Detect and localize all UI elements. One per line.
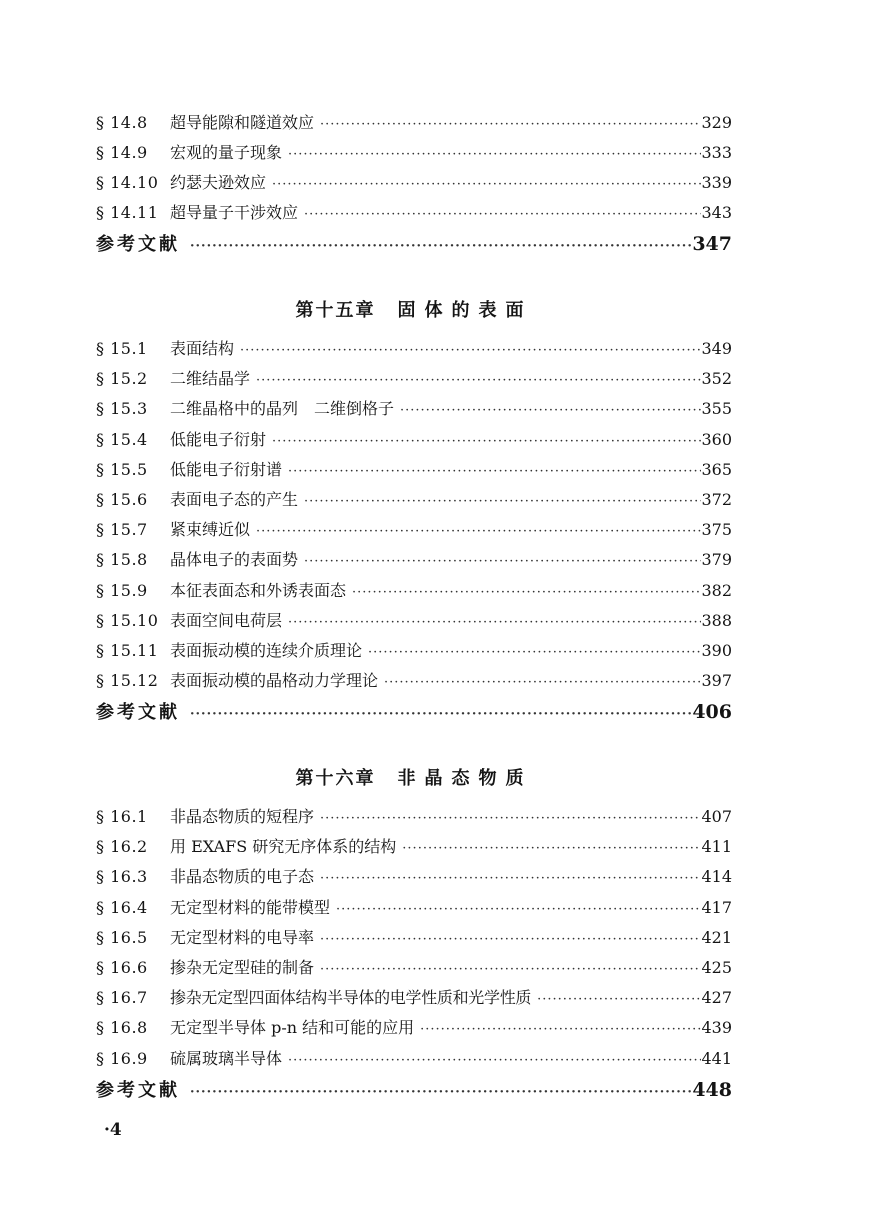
section-number: § 16.7 <box>96 988 148 1008</box>
toc-entry <box>96 668 732 698</box>
toc-entry <box>96 864 732 894</box>
references-entry <box>96 698 732 730</box>
toc-entry <box>96 1015 732 1045</box>
page-number: 448 <box>692 1078 732 1101</box>
page-number: 439 <box>701 1018 732 1038</box>
chapter-number: 第十五章 <box>295 300 376 321</box>
toc-entry <box>96 608 732 638</box>
page-number: 417 <box>701 897 732 917</box>
section-title: 二维结晶学 <box>170 369 251 389</box>
section-number: § 15.3 <box>96 399 148 419</box>
section-number: § 16.9 <box>96 1048 148 1068</box>
dot-leader <box>288 464 701 479</box>
dot-leader <box>272 434 701 449</box>
page-number: 407 <box>701 807 732 826</box>
section-title: 表面电子态的产生 <box>170 489 299 509</box>
section-title: 无定型半导体 p-n 结和可能的应用 <box>170 1018 415 1038</box>
section-number: § 16.6 <box>96 957 148 977</box>
section-title: 晶体电子的表面势 <box>170 550 299 570</box>
dot-leader <box>304 494 701 509</box>
dot-leader <box>384 675 701 690</box>
section-title: 低能电子衍射 <box>170 429 267 449</box>
section-number: § 16.3 <box>96 867 148 887</box>
dot-leader <box>402 841 701 856</box>
section-title: 表面振动模的晶格动力学理论 <box>170 671 379 691</box>
dot-leader <box>288 147 701 162</box>
section-title: 掺杂无定型四面体结构半导体的电学性质和光学性质 <box>170 988 532 1008</box>
page-number: 441 <box>701 1048 732 1068</box>
page-number: 365 <box>701 459 732 479</box>
dot-leader <box>190 1085 692 1100</box>
section-number: § 15.5 <box>96 459 148 479</box>
page-number: 343 <box>701 203 732 222</box>
chapter-heading <box>96 764 732 790</box>
dot-leader <box>240 343 701 358</box>
section-title: 用 EXAFS 研究无序体系的结构 <box>170 837 397 857</box>
dot-leader <box>256 373 701 388</box>
toc-entry <box>96 487 732 517</box>
section-title: 非晶态物质的短程序 <box>170 807 315 826</box>
chapter15-list <box>96 336 732 730</box>
dot-leader <box>288 615 701 630</box>
toc-entry <box>96 895 732 925</box>
section-number: § 16.5 <box>96 927 148 947</box>
references-label: 参考文献 <box>96 702 180 724</box>
page-number: 347 <box>692 233 732 255</box>
page-number: 390 <box>701 640 732 660</box>
section-number: § 14.11 <box>96 203 159 222</box>
chapter16-list <box>96 804 732 1108</box>
page-number: 414 <box>701 867 732 887</box>
chapter-title: 固体的表面 <box>397 300 533 321</box>
page-number: 382 <box>701 580 732 600</box>
section-title: 表面振动模的连续介质理论 <box>170 640 363 660</box>
section-number: § 15.8 <box>96 550 148 570</box>
dot-leader <box>400 403 701 418</box>
chapter-heading <box>96 296 732 322</box>
toc-entry <box>96 427 732 457</box>
section-number: § 15.4 <box>96 429 148 449</box>
section-title: 宏观的量子现象 <box>170 143 283 162</box>
page-number: 425 <box>701 957 732 977</box>
section-title: 表面空间电荷层 <box>170 610 283 630</box>
page-number: 406 <box>692 701 732 724</box>
page-number: 372 <box>701 489 732 509</box>
section-number: § 16.4 <box>96 897 148 917</box>
dot-leader <box>320 811 701 826</box>
page-number: 388 <box>701 610 732 630</box>
page-number: 379 <box>701 550 732 570</box>
dot-leader <box>288 1053 701 1068</box>
references-label: 参考文献 <box>96 234 180 255</box>
section-number: § 15.6 <box>96 489 148 509</box>
section-number: § 15.7 <box>96 520 148 540</box>
page-number: 411 <box>701 837 732 857</box>
toc-entry <box>96 834 732 864</box>
toc-entry <box>96 925 732 955</box>
toc-entry <box>96 457 732 487</box>
page-number: 355 <box>701 399 732 419</box>
toc-entry <box>96 547 732 577</box>
section-number: § 14.9 <box>96 143 148 162</box>
page-number: 360 <box>701 429 732 449</box>
section-number: § 15.2 <box>96 369 148 389</box>
dot-leader <box>256 524 701 539</box>
page-number: 397 <box>701 671 732 691</box>
dot-leader <box>320 962 701 977</box>
chapter-number: 第十六章 <box>295 768 376 789</box>
section-title: 低能电子衍射谱 <box>170 459 283 479</box>
section-title: 硫属玻璃半导体 <box>170 1048 283 1068</box>
page-number: 349 <box>701 339 732 358</box>
section-title: 无定型材料的能带模型 <box>170 897 331 917</box>
toc-entry <box>96 170 732 200</box>
section-number: § 14.10 <box>96 173 159 192</box>
section-title: 二维晶格中的晶列 二维倒格子 <box>170 399 395 419</box>
toc-entry <box>96 366 732 396</box>
section-number: § 16.8 <box>96 1018 148 1038</box>
dot-leader <box>537 992 701 1007</box>
section-title: 掺杂无定型硅的制备 <box>170 957 315 977</box>
toc-entry <box>96 578 732 608</box>
section-title: 紧束缚近似 <box>170 520 251 540</box>
toc-entry <box>96 985 732 1015</box>
section-number: § 16.1 <box>96 807 148 826</box>
dot-leader <box>320 871 701 886</box>
section-title: 非晶态物质的电子态 <box>170 867 315 887</box>
toc-entry <box>96 336 732 366</box>
dot-leader <box>320 117 701 132</box>
section-number: § 15.11 <box>96 640 159 660</box>
page-number: 352 <box>701 369 732 389</box>
page-number: 375 <box>701 520 732 540</box>
toc-entry <box>96 517 732 547</box>
section-number: § 15.1 <box>96 339 148 358</box>
section-title: 超导能隙和隧道效应 <box>170 113 315 132</box>
toc-entry <box>96 1046 732 1076</box>
section-title: 超导量子干涉效应 <box>170 203 299 222</box>
dot-leader <box>420 1022 701 1037</box>
section-title: 约瑟夫逊效应 <box>170 173 267 192</box>
dot-leader <box>272 177 701 192</box>
dot-leader <box>190 707 692 722</box>
toc-entry <box>96 200 732 230</box>
section-number: § 16.2 <box>96 837 148 857</box>
page-folio: ·4 <box>104 1120 122 1140</box>
chapter14-list <box>96 110 732 262</box>
toc-entry <box>96 804 732 834</box>
toc-entry <box>96 140 732 170</box>
page-number: 427 <box>701 988 732 1008</box>
section-title: 本征表面态和外诱表面态 <box>170 580 347 600</box>
dot-leader <box>352 585 701 600</box>
references-entry <box>96 230 732 262</box>
toc-entry <box>96 396 732 426</box>
section-number: § 14.8 <box>96 113 148 132</box>
dot-leader <box>190 239 692 254</box>
section-title: 无定型材料的电导率 <box>170 927 315 947</box>
section-title: 表面结构 <box>170 339 235 358</box>
dot-leader <box>336 902 701 917</box>
page-number: 333 <box>701 143 732 162</box>
section-number: § 15.12 <box>96 671 159 691</box>
dot-leader <box>304 554 701 569</box>
dot-leader <box>320 932 701 947</box>
toc-entry <box>96 955 732 985</box>
references-label: 参考文献 <box>96 1079 180 1101</box>
page-number: 339 <box>701 173 732 192</box>
references-entry <box>96 1076 732 1108</box>
toc-entry <box>96 110 732 140</box>
section-number: § 15.10 <box>96 610 159 630</box>
section-number: § 15.9 <box>96 580 148 600</box>
dot-leader <box>368 645 701 660</box>
page-number: 421 <box>701 927 732 947</box>
chapter-title: 非晶态物质 <box>397 768 533 789</box>
dot-leader <box>304 207 701 222</box>
page-number: 329 <box>701 113 732 132</box>
toc-entry <box>96 638 732 668</box>
